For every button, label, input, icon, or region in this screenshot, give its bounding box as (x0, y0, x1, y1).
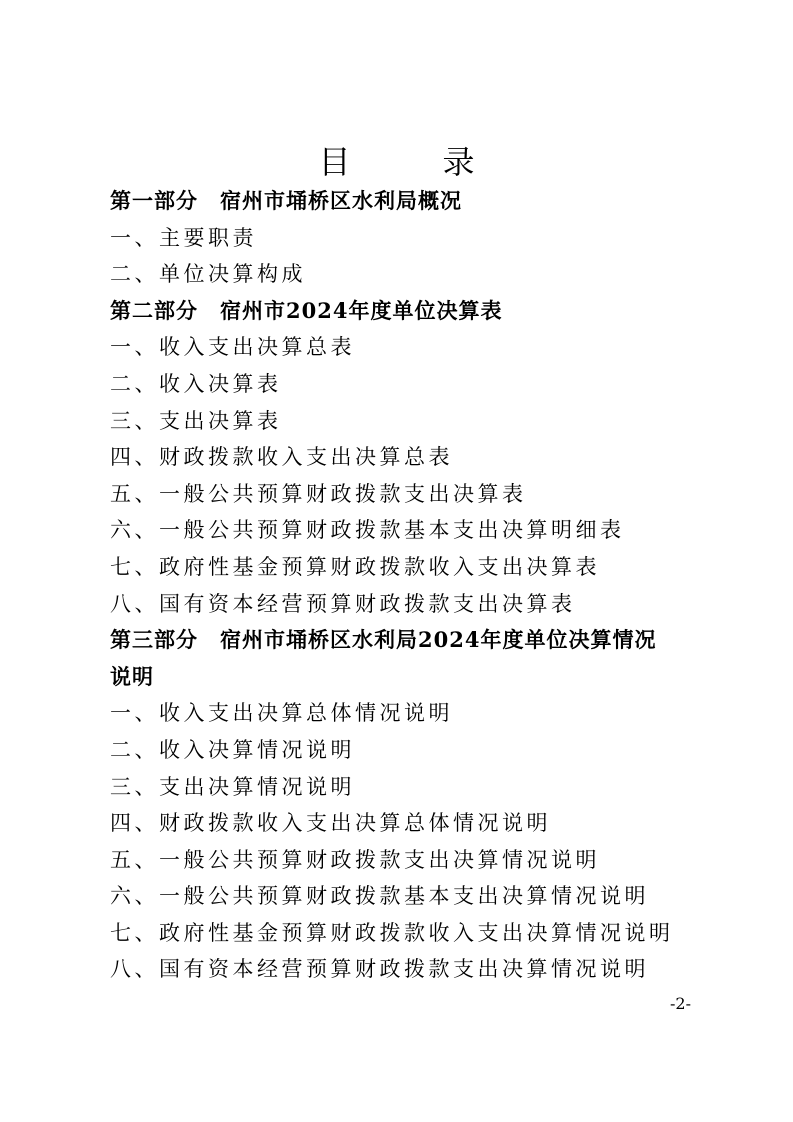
toc-part-heading: 第三部分 宿州市埇桥区水利局2024年度单位决算情况 (110, 627, 657, 653)
toc-item: 六、一般公共预算财政拨款基本支出决算明细表 (110, 518, 625, 543)
toc-item: 一、收入支出决算总体情况说明 (110, 701, 453, 726)
toc-item: 八、国有资本经营预算财政拨款支出决算表 (110, 591, 576, 616)
page-number: -2- (670, 994, 691, 1013)
table-of-contents (110, 183, 710, 988)
toc-item: 二、收入决算表 (110, 371, 282, 396)
toc-item: 五、一般公共预算财政拨款支出决算表 (110, 481, 527, 506)
page-title: 目 录 (318, 143, 505, 181)
toc-item: 二、收入决算情况说明 (110, 737, 355, 762)
toc-item: 三、支出决算情况说明 (110, 774, 355, 799)
toc-part-heading: 第一部分 宿州市埇桥区水利局概况 (110, 188, 462, 213)
toc-item: 四、财政拨款收入支出决算总体情况说明 (110, 811, 551, 836)
toc-item: 一、主要职责 (110, 225, 257, 250)
toc-part-heading: 第二部分 宿州市2024年度单位决算表 (110, 297, 503, 323)
toc-item: 二、单位决算构成 (110, 262, 306, 287)
toc-part-heading: 说明 (110, 663, 154, 689)
toc-item: 一、收入支出决算总表 (110, 335, 355, 360)
toc-item: 七、政府性基金预算财政拨款收入支出决算情况说明 (110, 920, 674, 945)
toc-item: 八、国有资本经营预算财政拨款支出决算情况说明 (110, 957, 649, 982)
toc-item: 六、一般公共预算财政拨款基本支出决算情况说明 (110, 884, 649, 909)
toc-item: 四、财政拨款收入支出决算总表 (110, 445, 453, 470)
toc-item: 三、支出决算表 (110, 408, 282, 433)
toc-item: 七、政府性基金预算财政拨款收入支出决算表 (110, 554, 600, 579)
toc-item: 五、一般公共预算财政拨款支出决算情况说明 (110, 847, 600, 872)
